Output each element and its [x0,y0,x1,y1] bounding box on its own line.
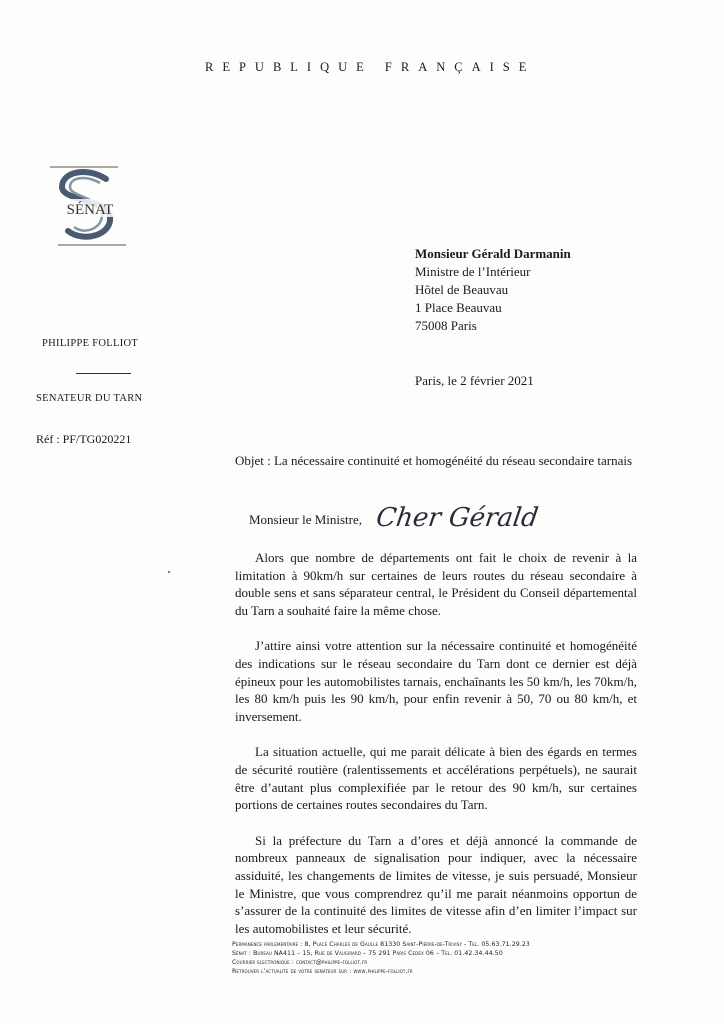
scan-speck [168,571,170,573]
logo-text: SÉNAT [66,202,114,218]
addressee-line: Hôtel de Beauvau [415,282,509,297]
salutation: Monsieur le Ministre, [249,512,363,527]
addressee-line: Ministre de l’Intérieur [415,264,531,279]
footer-line: Permanence parlementaire : 8, Place Charles de Gaulle 81330 Saint-Pierre-de-Trivisy - Tel. 05.63.71.29.23 [232,941,530,948]
handwritten-text: Cher Gérald [374,503,541,533]
paragraph: La situation actuelle, qui me parait délicate à bien des égards en termes de sécurité routière (ralentissements et accélérations perpétuels), ne saurait être d’autant plus complexifiée par le retour des 90 km/h, sur certaines portions de certaines routes secondaires du Tarn. [235,744,637,813]
addressee-name: Monsieur Gérald Darmanin [415,246,571,261]
senat-logo-icon [48,165,132,247]
sender-name: PHILIPPE FOLLIOT [42,338,139,349]
footer-line: Sénat : Bureau NA411 – 15, Rue de Vaugirard – 75 291 Paris Cedex 06 – Tel. 01.42.34.44.50 [232,950,503,957]
paragraph: J’attire ainsi votre attention sur la nécessaire continuité et homogénéité des indications sur le réseau secondaire du Tarn dont ce dernier est déjà épineux pour les automobilistes tarnais, enchaînants les 50 km/h, les 70km/h, les 80 km/h puis les 90 km/h, pour enfin revenir à 50, 70 ou 80 km/h, et inversement. [235,638,637,724]
reference: Réf : PF/TG020221 [36,432,132,446]
subject-line: Objet : La nécessaire continuité et homogénéité du réseau secondaire tarnais [235,453,633,468]
footer [232,940,632,976]
footer-line: Retrouver l’actualite de votre senateur sur : www.philippe-folliot.fr [232,968,413,975]
paragraph: Si la préfecture du Tarn a d’ores et déjà annoncé la commande de nombreux panneaux de signalisation pour indiquer, avec la nécessaire assiduité, les changements de limites de vitesse, je suis persuadé, Monsieur le Ministre, que vous comprendrez qu’il me parait néanmoins opportun de s’assurer de la continuité des limites de vitesse afin d’en limiter l’impact sur les automobilistes et leur sécurité. [235,832,637,936]
paragraph: Alors que nombre de départements ont fait le choix de revenir à la limitation à 90km/h sur certaines de leurs routes du réseau secondaire à double sens et sans séparateur central, le Président du Conseil départemental du Tarn a souhaité faire la même chose. [235,550,637,618]
footer-line: Courrier electronique : contact@philippe-folliot.fr [232,959,368,966]
divider [76,373,131,374]
header-title: REPUBLIQUE FRANÇAISE [205,60,536,74]
addressee-block [415,245,571,335]
letter-date: Paris, le 2 février 2021 [415,373,534,388]
letter-body [235,549,637,955]
addressee-line: 75008 Paris [415,318,477,333]
sender-role: SENATEUR DU TARN [36,393,143,404]
addressee-line: 1 Place Beauvau [415,300,502,315]
handwritten-greeting [372,492,562,542]
